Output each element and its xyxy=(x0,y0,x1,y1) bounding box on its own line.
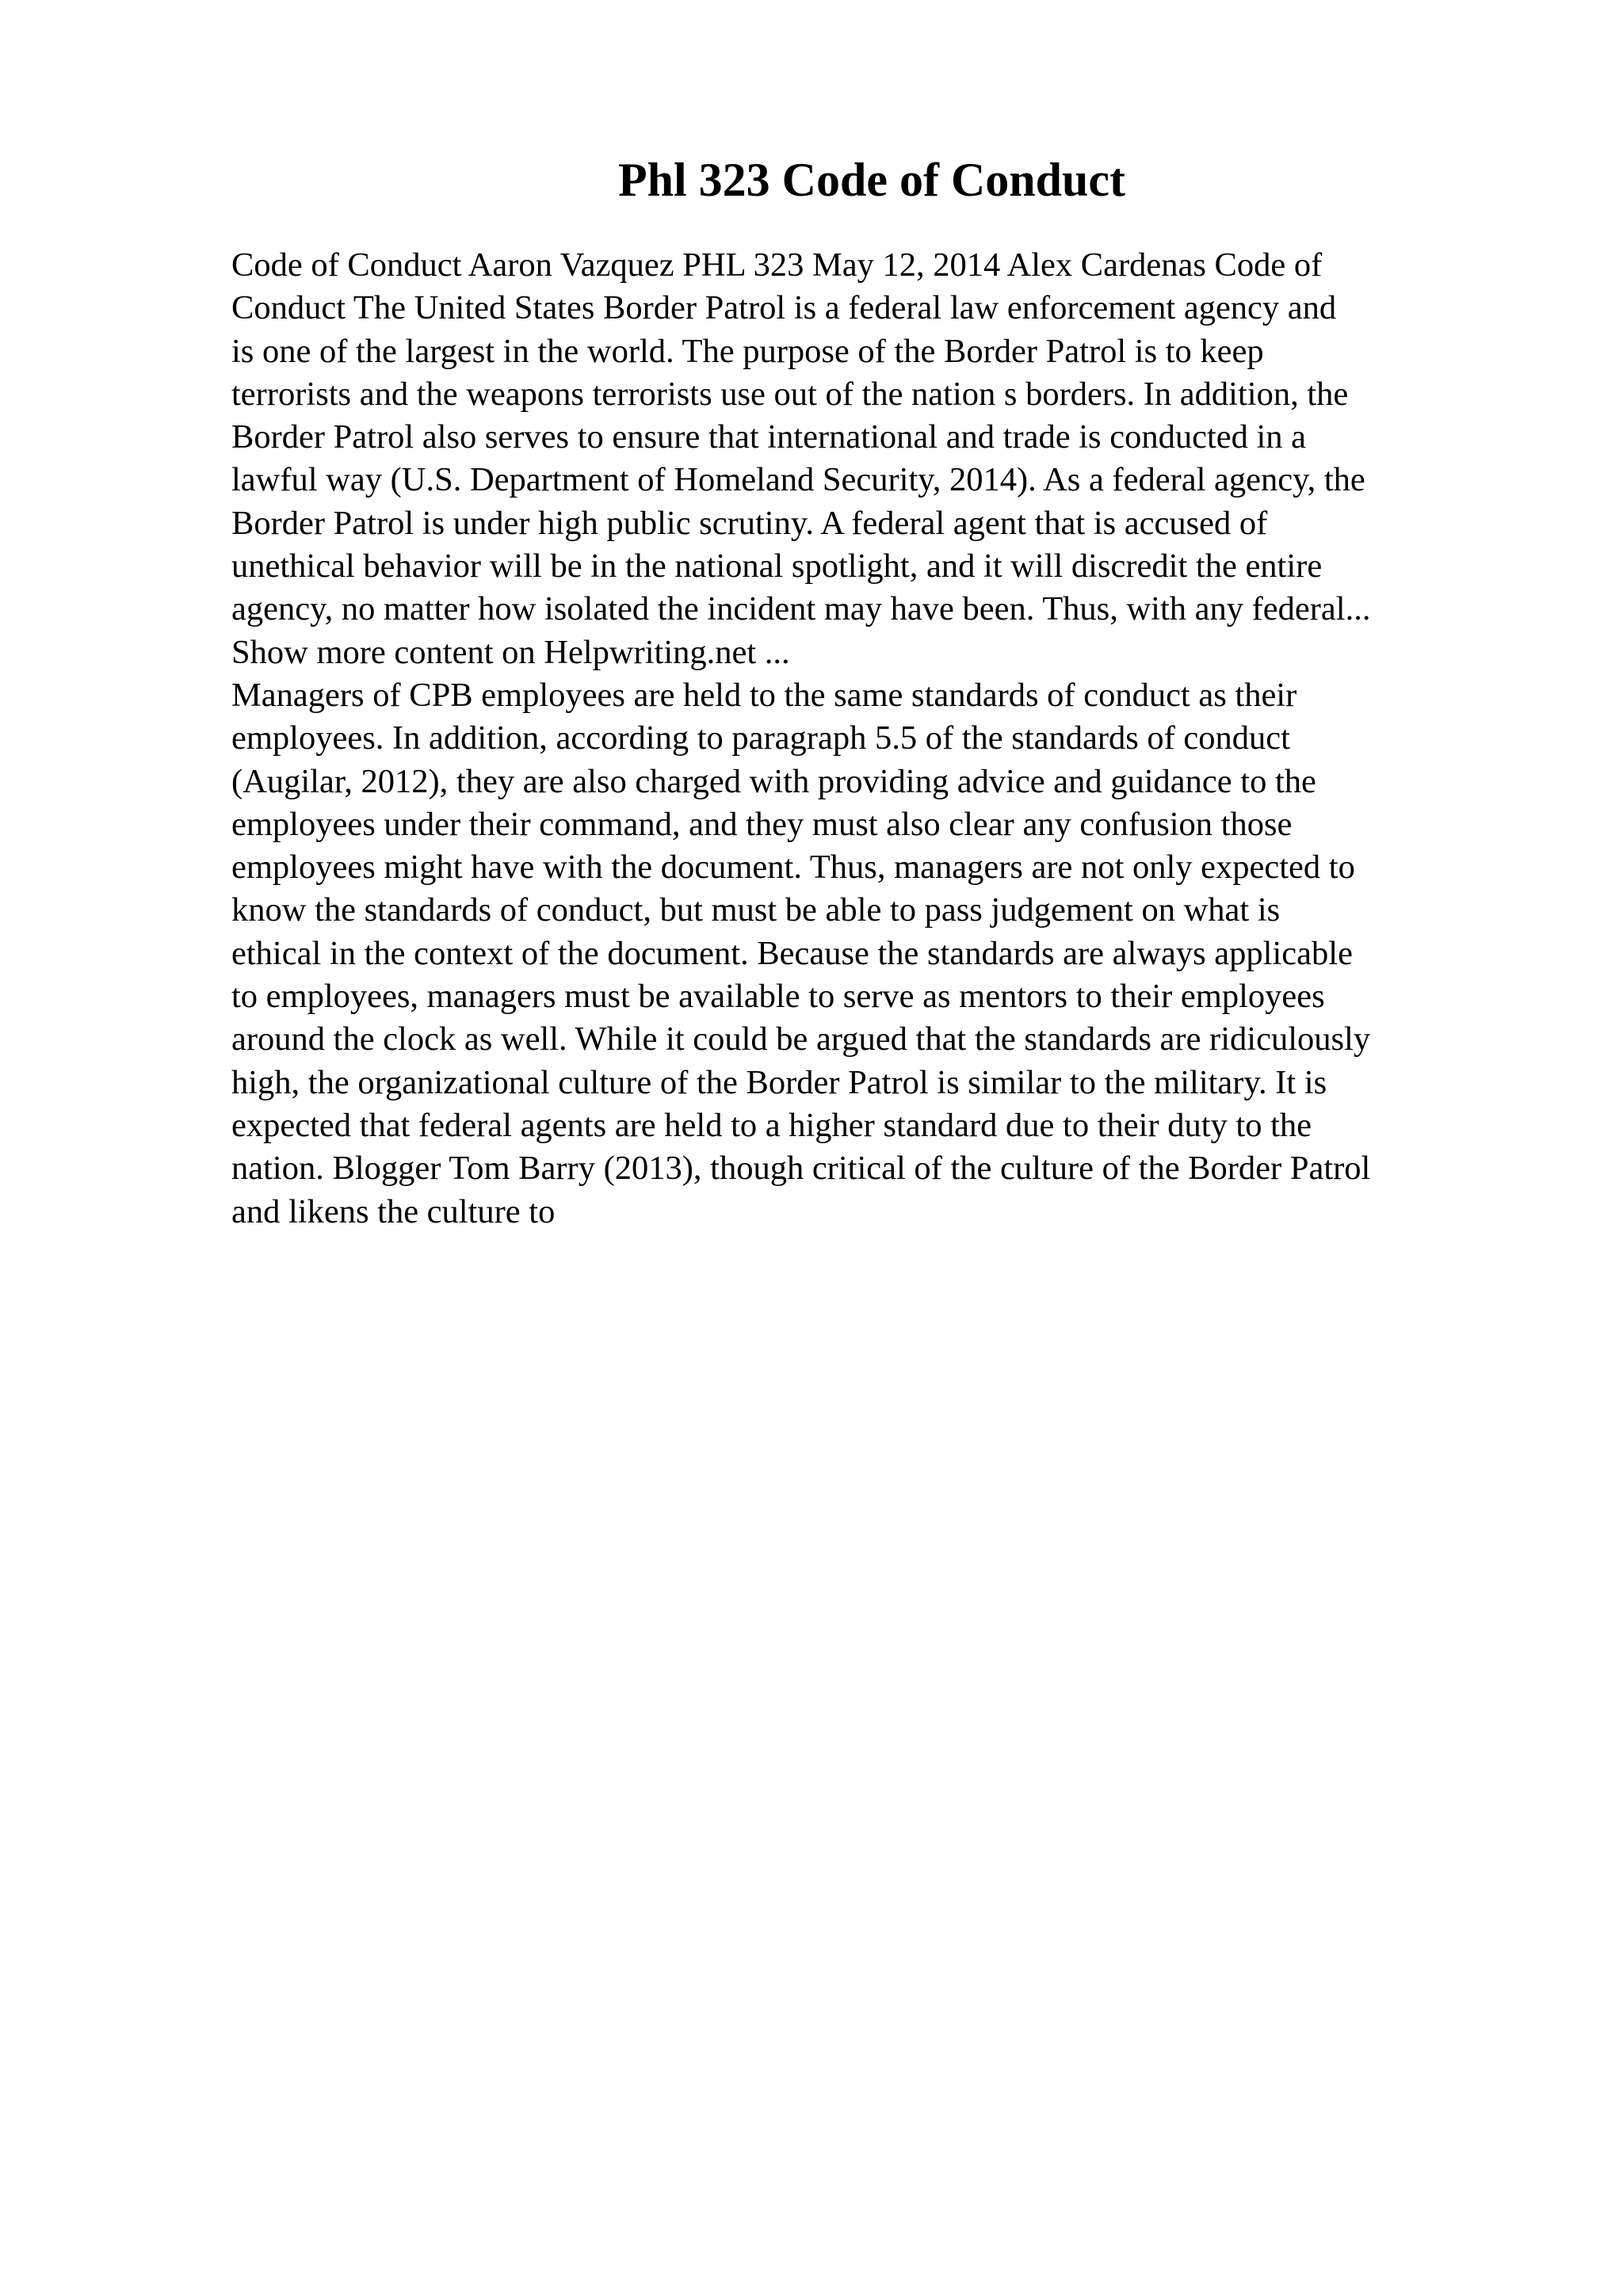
body-line: Managers of CPB employees are held to the same standards of conduct as their xyxy=(231,676,1297,714)
document-body xyxy=(231,244,1499,1234)
body-line: employees. In addition, according to paragraph 5.5 of the standards of conduct xyxy=(231,719,1290,757)
body-line: around the clock as well. While it could be argued that the standards are ridiculously xyxy=(231,1020,1371,1058)
body-line: employees under their command, and they must also clear any confusion those xyxy=(231,805,1293,843)
body-line: and likens the culture to xyxy=(231,1192,556,1230)
body-line: lawful way (U.S. Department of Homeland Security, 2014). As a federal agency, the xyxy=(231,461,1365,499)
body-line: expected that federal agents are held to a higher standard due to their duty to the xyxy=(231,1106,1312,1144)
body-line: to employees, managers must be available to serve as mentors to their employees xyxy=(231,978,1325,1016)
body-line: terrorists and the weapons terrorists use out of the nation s borders. In addition, the xyxy=(231,375,1349,413)
body-line: (Augilar, 2012), they are also charged with providing advice and guidance to the xyxy=(231,762,1316,800)
show-more-line: Show more content on Helpwriting.net ... xyxy=(231,633,790,671)
body-line: Border Patrol is under high public scrutiny. A federal agent that is accused of xyxy=(231,504,1268,542)
body-line: nation. Blogger Tom Barry (2013), though critical of the culture of the Border Patrol xyxy=(231,1150,1371,1188)
body-line: Border Patrol also serves to ensure that international and trade is conducted in a xyxy=(231,418,1307,456)
body-line: high, the organizational culture of the Border Patrol is similar to the military. It is xyxy=(231,1063,1327,1101)
body-line: Code of Conduct Aaron Vazquez PHL 323 May 12, 2014 Alex Cardenas Code of xyxy=(231,246,1323,284)
body-line: know the standards of conduct, but must be able to pass judgement on what is xyxy=(231,891,1281,929)
body-line: ethical in the context of the document. Because the standards are always applicable xyxy=(231,934,1353,972)
document-title: Phl 323 Code of Conduct xyxy=(617,154,1126,206)
body-line: agency, no matter how isolated the incident may have been. Thus, with any federal... xyxy=(231,590,1371,628)
body-line: employees might have with the document. Thus, managers are not only expected to xyxy=(231,849,1355,887)
body-line: Conduct The United States Border Patrol is a federal law enforcement agency and xyxy=(231,289,1337,327)
body-line: unethical behavior will be in the national spotlight, and it will discredit the entire xyxy=(231,547,1323,585)
body-line: is one of the largest in the world. The purpose of the Border Patrol is to keep xyxy=(231,332,1264,370)
